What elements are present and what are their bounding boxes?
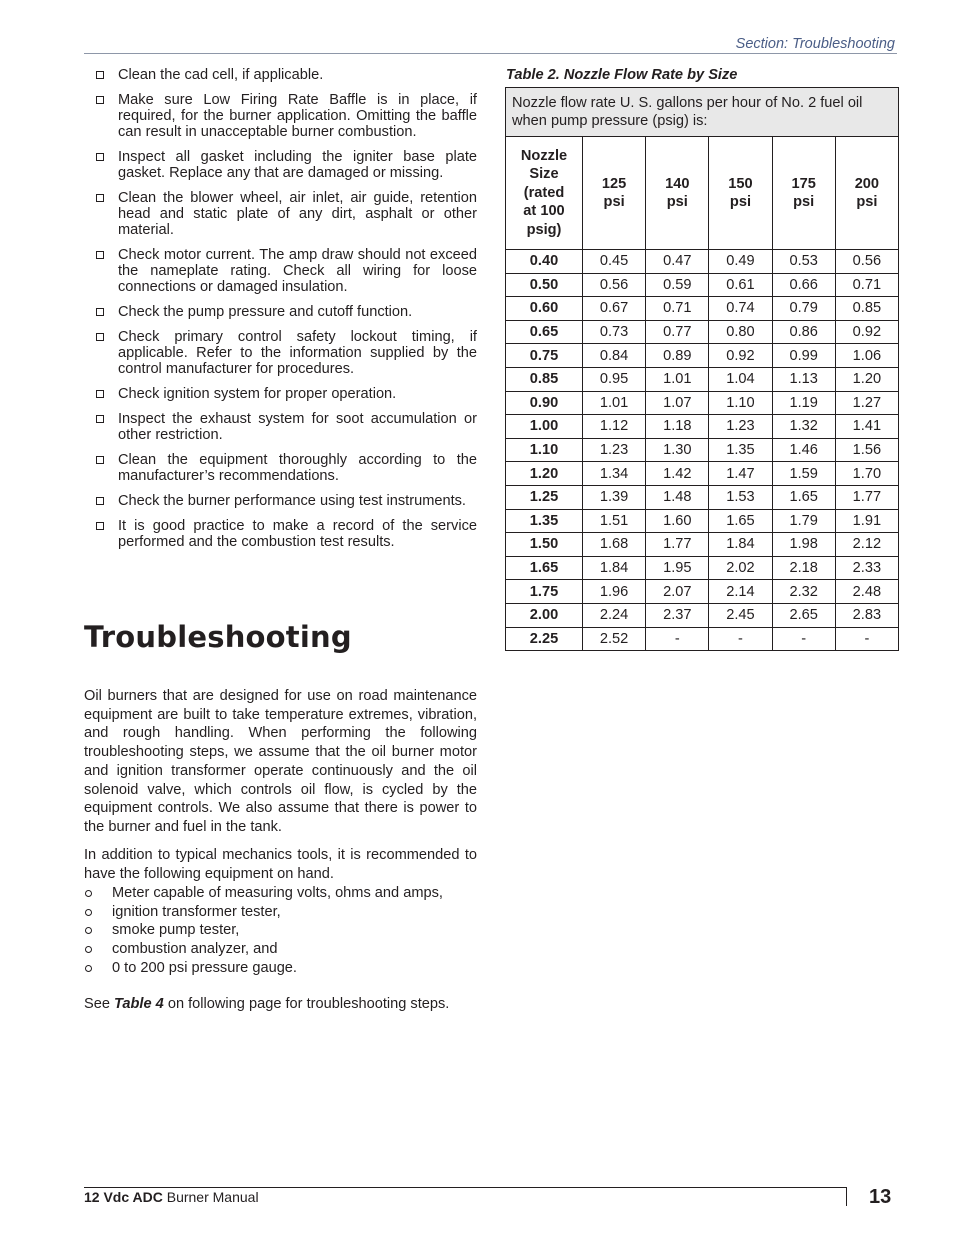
flow-rate-cell: 1.77 <box>646 533 709 557</box>
equipment-item <box>84 921 477 940</box>
intro-paragraph: Oil burners that are designed for use on road maintenance equipment are built to take temperature extremes, vibration, and rough handling. When performing the following troubleshooting steps, we assume that the oil burner motor and ignition transformer operate continuously and the oil solenoid valve, which controls oil flow, is cycled by the equipment controls. We also assume that there is power to the burner and fuel in the tank. <box>84 688 477 835</box>
flow-rate-cell: 1.42 <box>646 462 709 486</box>
table-row <box>506 509 899 533</box>
size-header-line: Nozzle <box>520 147 568 164</box>
checkbox-square-icon <box>96 96 104 104</box>
flow-rate-cell: 0.61 <box>709 273 772 297</box>
flow-rate-cell: 1.84 <box>583 556 646 580</box>
flow-rate-cell: 0.66 <box>772 273 835 297</box>
pressure-header-line: psi <box>856 194 878 210</box>
checklist-item-text: Clean the blower wheel, air inlet, air guide, retention head and static plate of any dirt, asphalt or other material. <box>118 190 477 238</box>
flow-rate-cell: 1.68 <box>583 533 646 557</box>
table-row <box>506 438 899 462</box>
checklist-item-text: Check motor current. The amp draw should not exceed the nameplate rating. Check all wiring for loose connections or damaged insulation. <box>118 247 477 295</box>
equipment-item-text: combustion analyzer, and <box>112 941 278 958</box>
flow-rate-cell: 1.65 <box>772 485 835 509</box>
pressure-header <box>583 137 646 250</box>
table-row <box>506 580 899 604</box>
flow-rate-cell: 2.12 <box>835 533 898 557</box>
flow-rate-cell: 1.98 <box>772 533 835 557</box>
nozzle-size-cell: 1.10 <box>506 438 583 462</box>
nozzle-size-cell: 1.35 <box>506 509 583 533</box>
flow-rate-cell: 1.84 <box>709 533 772 557</box>
flow-rate-cell: 1.70 <box>835 462 898 486</box>
nozzle-size-cell: 2.00 <box>506 603 583 627</box>
flow-rate-cell: 0.73 <box>583 320 646 344</box>
pressure-header-line: 150 <box>728 175 753 192</box>
flow-rate-cell: 1.23 <box>583 438 646 462</box>
flow-rate-cell: 1.77 <box>835 485 898 509</box>
flow-rate-cell: 1.12 <box>583 415 646 439</box>
flow-rate-cell: 0.71 <box>835 273 898 297</box>
flow-rate-cell: 1.34 <box>583 462 646 486</box>
pressure-header-line: psi <box>729 194 752 210</box>
flow-rate-cell: 1.07 <box>646 391 709 415</box>
checklist-item <box>96 493 477 509</box>
checkbox-square-icon <box>96 71 104 79</box>
bullet-circle-icon <box>85 946 92 953</box>
flow-rate-cell: 1.23 <box>709 415 772 439</box>
flow-rate-cell: 2.07 <box>646 580 709 604</box>
flow-rate-cell: 0.92 <box>709 344 772 368</box>
table-row <box>506 603 899 627</box>
flow-rate-cell: 2.48 <box>835 580 898 604</box>
flow-rate-cell: 1.65 <box>709 509 772 533</box>
checklist-item <box>96 149 477 181</box>
flow-rate-cell: 0.89 <box>646 344 709 368</box>
nozzle-size-cell: 1.20 <box>506 462 583 486</box>
flow-rate-cell: 2.18 <box>772 556 835 580</box>
checkbox-square-icon <box>96 194 104 202</box>
section-header-label: Section: Troubleshooting <box>735 36 895 52</box>
bullet-circle-icon <box>85 927 92 934</box>
nozzle-size-cell: 0.75 <box>506 344 583 368</box>
table-row <box>506 556 899 580</box>
checkbox-square-icon <box>96 251 104 259</box>
checklist-item-text: Check ignition system for proper operation. <box>118 386 397 402</box>
flow-rate-cell: 1.39 <box>583 485 646 509</box>
checklist-item-text: Clean the equipment thoroughly according to the manufacturer’s recommendations. <box>118 452 477 484</box>
table-row <box>506 320 899 344</box>
pressure-header-line: 175 <box>791 175 816 192</box>
table-row <box>506 391 899 415</box>
flow-rate-cell: 1.60 <box>646 509 709 533</box>
flow-rate-cell: 0.80 <box>709 320 772 344</box>
nozzle-size-cell: 1.00 <box>506 415 583 439</box>
flow-rate-cell: 0.92 <box>835 320 898 344</box>
size-header-line: (rated <box>523 184 565 201</box>
bullet-circle-icon <box>85 909 92 916</box>
flow-rate-cell: 2.37 <box>646 603 709 627</box>
flow-rate-cell: 1.27 <box>835 391 898 415</box>
checklist-item <box>96 386 477 402</box>
checklist-item-text: It is good practice to make a record of the service performed and the combustion test results. <box>118 518 477 550</box>
flow-rate-cell: 0.84 <box>583 344 646 368</box>
checkbox-square-icon <box>96 497 104 505</box>
flow-rate-cell: 0.99 <box>772 344 835 368</box>
nozzle-size-cell: 1.50 <box>506 533 583 557</box>
flow-rate-cell: - <box>835 627 898 651</box>
checklist-item <box>96 518 477 550</box>
flow-rate-cell: 1.91 <box>835 509 898 533</box>
table-reference: Table 4 <box>114 996 164 1012</box>
flow-rate-cell: 1.32 <box>772 415 835 439</box>
checklist-item <box>96 304 477 320</box>
flow-rate-cell: 1.30 <box>646 438 709 462</box>
flow-rate-cell: 1.41 <box>835 415 898 439</box>
flow-rate-cell: 2.24 <box>583 603 646 627</box>
table-row <box>506 485 899 509</box>
size-header-line: at 100 <box>523 203 565 220</box>
flow-rate-cell: 1.79 <box>772 509 835 533</box>
flow-rate-cell: 1.47 <box>709 462 772 486</box>
equipment-intro-paragraph: In addition to typical mechanics tools, it is recommended to have the following equipment on hand. <box>84 847 477 882</box>
flow-rate-cell: 0.79 <box>772 297 835 321</box>
header-rule <box>84 53 897 54</box>
flow-rate-cell: 1.48 <box>646 485 709 509</box>
nozzle-size-cell: 0.50 <box>506 273 583 297</box>
maintenance-checklist <box>96 67 477 559</box>
flow-rate-cell: 0.74 <box>709 297 772 321</box>
nozzle-size-cell: 0.40 <box>506 250 583 274</box>
table-row <box>506 250 899 274</box>
troubleshooting-title: Troubleshooting <box>84 620 352 654</box>
flow-rate-cell: 0.59 <box>646 273 709 297</box>
table-row <box>506 415 899 439</box>
flow-rate-cell: 1.06 <box>835 344 898 368</box>
flow-rate-cell: 1.95 <box>646 556 709 580</box>
size-header-line: Size <box>529 166 559 183</box>
footer-tick <box>846 1187 847 1206</box>
checkbox-square-icon <box>96 415 104 423</box>
checklist-item-text: Inspect all gasket including the igniter base plate gasket. Replace any that are damaged or missing. <box>118 149 477 181</box>
pressure-header-line: 125 <box>601 175 627 192</box>
see-table-note <box>84 996 449 1012</box>
footer-title <box>84 1189 259 1205</box>
table-row <box>506 297 899 321</box>
flow-rate-cell: 0.67 <box>583 297 646 321</box>
pressure-header-line: 200 <box>854 175 880 192</box>
flow-rate-cell: 0.77 <box>646 320 709 344</box>
bullet-circle-icon <box>85 890 92 897</box>
equipment-item-text: ignition transformer tester, <box>112 903 281 920</box>
equipment-item <box>84 884 477 903</box>
flow-rate-cell: 2.65 <box>772 603 835 627</box>
checklist-item-text: Check the pump pressure and cutoff function. <box>118 304 413 320</box>
checklist-item-text: Make sure Low Firing Rate Baffle is in place, if required, for the burner application. Omitting the baffle can result in unacceptable burner combustion. <box>118 92 477 140</box>
flow-rate-cell: 1.96 <box>583 580 646 604</box>
flow-rate-cell: 2.83 <box>835 603 898 627</box>
nozzle-size-cell: 1.25 <box>506 485 583 509</box>
nozzle-size-header <box>506 137 583 250</box>
checklist-item-text: Clean the cad cell, if applicable. <box>118 67 324 83</box>
flow-rate-cell: 0.47 <box>646 250 709 274</box>
equipment-item-text: Meter capable of measuring volts, ohms and amps, <box>112 885 443 901</box>
nozzle-flow-table <box>505 87 899 651</box>
size-header-line: psig) <box>526 221 562 238</box>
checklist-item <box>96 67 477 83</box>
flow-rate-cell: - <box>709 627 772 651</box>
checklist-item <box>96 247 477 295</box>
flow-rate-cell: 2.33 <box>835 556 898 580</box>
checkbox-square-icon <box>96 456 104 464</box>
equipment-list <box>84 884 477 978</box>
flow-rate-cell: 1.01 <box>646 367 709 391</box>
pressure-header-line: psi <box>666 194 688 210</box>
table-row <box>506 273 899 297</box>
checkbox-square-icon <box>96 333 104 341</box>
table-row <box>506 627 899 651</box>
pressure-header <box>646 137 709 250</box>
flow-rate-cell: 0.56 <box>835 250 898 274</box>
flow-rate-cell: 1.46 <box>772 438 835 462</box>
flow-rate-cell: 0.71 <box>646 297 709 321</box>
see-note-suffix: on following page for troubleshooting steps. <box>163 996 450 1012</box>
checkbox-square-icon <box>96 308 104 316</box>
checklist-item-text: Check the burner performance using test instruments. <box>118 493 466 509</box>
pressure-header-line: 140 <box>665 175 690 192</box>
flow-rate-cell: 1.01 <box>583 391 646 415</box>
flow-rate-cell: 2.45 <box>709 603 772 627</box>
checkbox-square-icon <box>96 153 104 161</box>
nozzle-size-cell: 1.65 <box>506 556 583 580</box>
flow-rate-cell: 1.18 <box>646 415 709 439</box>
flow-rate-cell: 0.49 <box>709 250 772 274</box>
nozzle-size-cell: 2.25 <box>506 627 583 651</box>
flow-rate-cell: - <box>772 627 835 651</box>
flow-rate-cell: 1.35 <box>709 438 772 462</box>
nozzle-size-cell: 0.65 <box>506 320 583 344</box>
checklist-item <box>96 329 477 377</box>
checklist-item <box>96 190 477 238</box>
flow-rate-cell: 2.32 <box>772 580 835 604</box>
footer-model: 12 Vdc ADC <box>84 1189 163 1205</box>
checklist-item <box>96 92 477 140</box>
pressure-header-line: psi <box>603 194 625 210</box>
table-row <box>506 344 899 368</box>
pressure-header <box>772 137 835 250</box>
nozzle-size-cell: 0.90 <box>506 391 583 415</box>
equipment-item-text: smoke pump tester, <box>112 922 240 939</box>
table-row <box>506 462 899 486</box>
flow-rate-cell: 0.45 <box>583 250 646 274</box>
flow-rate-cell: 1.56 <box>835 438 898 462</box>
checkbox-square-icon <box>96 390 104 398</box>
pressure-header <box>709 137 772 250</box>
table-row <box>506 367 899 391</box>
flow-rate-cell: 1.04 <box>709 367 772 391</box>
pressure-header-line: psi <box>793 194 815 210</box>
equipment-item <box>84 903 477 922</box>
checklist-item <box>96 411 477 443</box>
footer-rule <box>84 1187 846 1188</box>
equipment-item <box>84 940 477 959</box>
flow-rate-cell: 1.19 <box>772 391 835 415</box>
nozzle-size-cell: 1.75 <box>506 580 583 604</box>
flow-rate-cell: 1.20 <box>835 367 898 391</box>
table-lead-cell: Nozzle flow rate U. S. gallons per hour of No. 2 fuel oil when pump pressure (psig) is: <box>506 88 899 137</box>
flow-rate-cell: 0.85 <box>835 297 898 321</box>
table-row <box>506 533 899 557</box>
flow-rate-cell: 2.52 <box>583 627 646 651</box>
equipment-item <box>84 959 477 978</box>
flow-rate-cell: 1.59 <box>772 462 835 486</box>
flow-rate-cell: 1.10 <box>709 391 772 415</box>
flow-rate-cell: 2.14 <box>709 580 772 604</box>
checklist-item <box>96 452 477 484</box>
checkbox-square-icon <box>96 522 104 530</box>
flow-rate-cell: - <box>646 627 709 651</box>
checklist-item-text: Inspect the exhaust system for soot accumulation or other restriction. <box>118 411 477 443</box>
nozzle-size-cell: 0.60 <box>506 297 583 321</box>
page-number: 13 <box>869 1186 892 1208</box>
flow-rate-cell: 1.13 <box>772 367 835 391</box>
pressure-header <box>835 137 898 250</box>
footer-manual: Burner Manual <box>162 1189 259 1205</box>
bullet-circle-icon <box>85 965 92 972</box>
table-caption: Table 2. Nozzle Flow Rate by Size <box>506 67 738 83</box>
flow-rate-cell: 1.53 <box>709 485 772 509</box>
flow-rate-cell: 1.51 <box>583 509 646 533</box>
nozzle-size-cell: 0.85 <box>506 367 583 391</box>
flow-rate-cell: 0.53 <box>772 250 835 274</box>
flow-rate-cell: 2.02 <box>709 556 772 580</box>
checklist-item-text: Check primary control safety lockout timing, if applicable. Refer to the information supplied by the control manufacturer for procedures. <box>118 329 477 377</box>
flow-rate-cell: 0.95 <box>583 367 646 391</box>
equipment-item-text: 0 to 200 psi pressure gauge. <box>112 959 297 976</box>
flow-rate-cell: 0.86 <box>772 320 835 344</box>
see-note-prefix: See <box>84 996 115 1012</box>
flow-rate-cell: 0.56 <box>583 273 646 297</box>
